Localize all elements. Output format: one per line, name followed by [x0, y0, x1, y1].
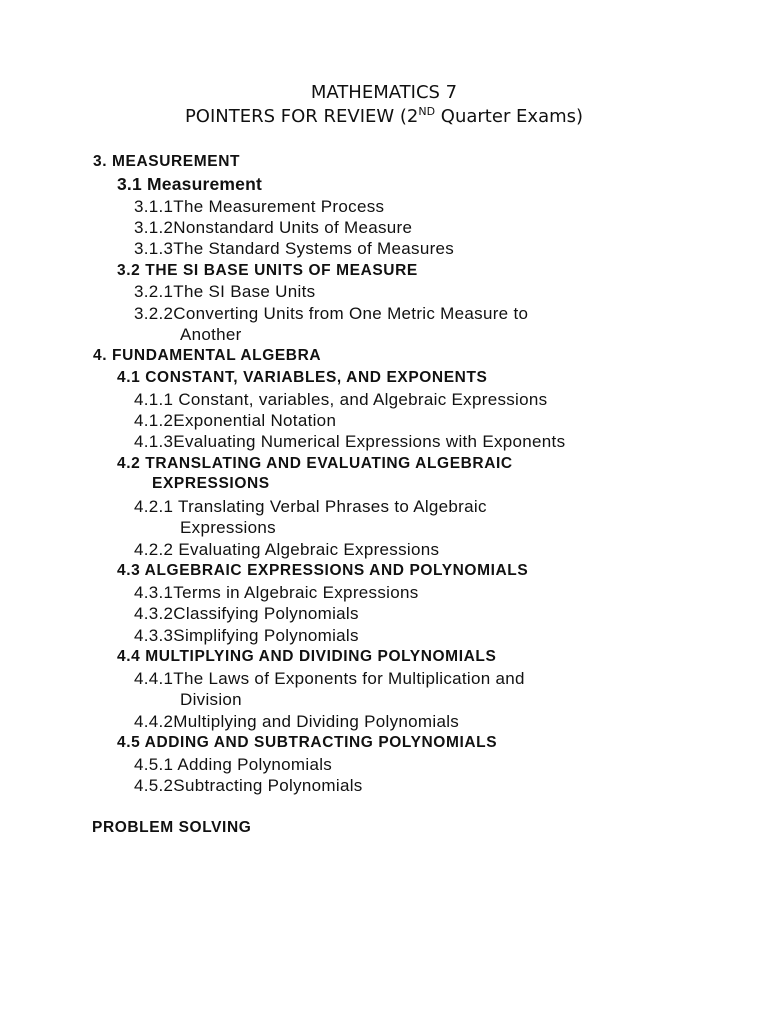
outline-item: 4.2.1 Translating Verbal Phrases to Algebraic	[134, 497, 487, 516]
subsection-heading-4-2-continuation: EXPRESSIONS	[152, 475, 270, 492]
section-heading-4: 4. FUNDAMENTAL ALGEBRA	[93, 347, 322, 364]
outline-item: 4.3.1Terms in Algebraic Expressions	[134, 583, 419, 602]
section-heading-3: 3. MEASUREMENT	[93, 153, 241, 170]
outline-item: 4.1.2Exponential Notation	[134, 411, 337, 430]
document-title: MATHEMATICS 7	[310, 82, 458, 103]
subsection-heading-3-1: 3.1 Measurement	[117, 174, 263, 194]
outline-item: 3.1.3The Standard Systems of Measures	[134, 239, 455, 258]
document-subtitle: POINTERS FOR REVIEW (2ND Quarter Exams)	[184, 105, 584, 127]
outline-item: 4.3.3Simplifying Polynomials	[134, 626, 359, 645]
ordinal-superscript: ND	[418, 105, 436, 118]
outline-item: 4.5.2Subtracting Polynomials	[134, 776, 363, 795]
subsection-heading-3-2: 3.2 THE SI BASE UNITS OF MEASURE	[117, 262, 418, 279]
outline-item: 3.2.2Converting Units from One Metric Measure to	[134, 304, 529, 323]
outline-item: 3.2.1The SI Base Units	[134, 282, 316, 301]
subsection-heading-4-1: 4.1 CONSTANT, VARIABLES, AND EXPONENTS	[117, 369, 488, 386]
outline-item: 4.4.2Multiplying and Dividing Polynomials	[134, 712, 460, 731]
outline-item: 4.3.2Classifying Polynomials	[134, 604, 359, 623]
outline-item-continuation: Another	[180, 325, 242, 344]
outline-item: 3.1.1The Measurement Process	[134, 197, 385, 216]
subsection-heading-4-5: 4.5 ADDING AND SUBTRACTING POLYNOMIALS	[117, 734, 498, 751]
outline-item: 4.5.1 Adding Polynomials	[134, 755, 333, 774]
outline-item: 4.1.1 Constant, variables, and Algebraic Expressions	[134, 390, 548, 409]
subsection-heading-4-4: 4.4 MULTIPLYING AND DIVIDING POLYNOMIALS	[117, 648, 497, 665]
subsection-heading-4-2: 4.2 TRANSLATING AND EVALUATING ALGEBRAIC	[117, 455, 513, 472]
outline-item: 3.1.2Nonstandard Units of Measure	[134, 218, 413, 237]
problem-solving-heading: PROBLEM SOLVING	[92, 819, 252, 836]
outline-item: 4.2.2 Evaluating Algebraic Expressions	[134, 540, 440, 559]
outline-item-continuation: Expressions	[180, 518, 276, 537]
outline-item: 4.4.1The Laws of Exponents for Multiplication and	[134, 669, 525, 688]
subsection-heading-4-3: 4.3 ALGEBRAIC EXPRESSIONS AND POLYNOMIALS	[117, 562, 529, 579]
outline-item-continuation: Division	[180, 690, 242, 709]
outline-item: 4.1.3Evaluating Numerical Expressions with Exponents	[134, 432, 566, 451]
